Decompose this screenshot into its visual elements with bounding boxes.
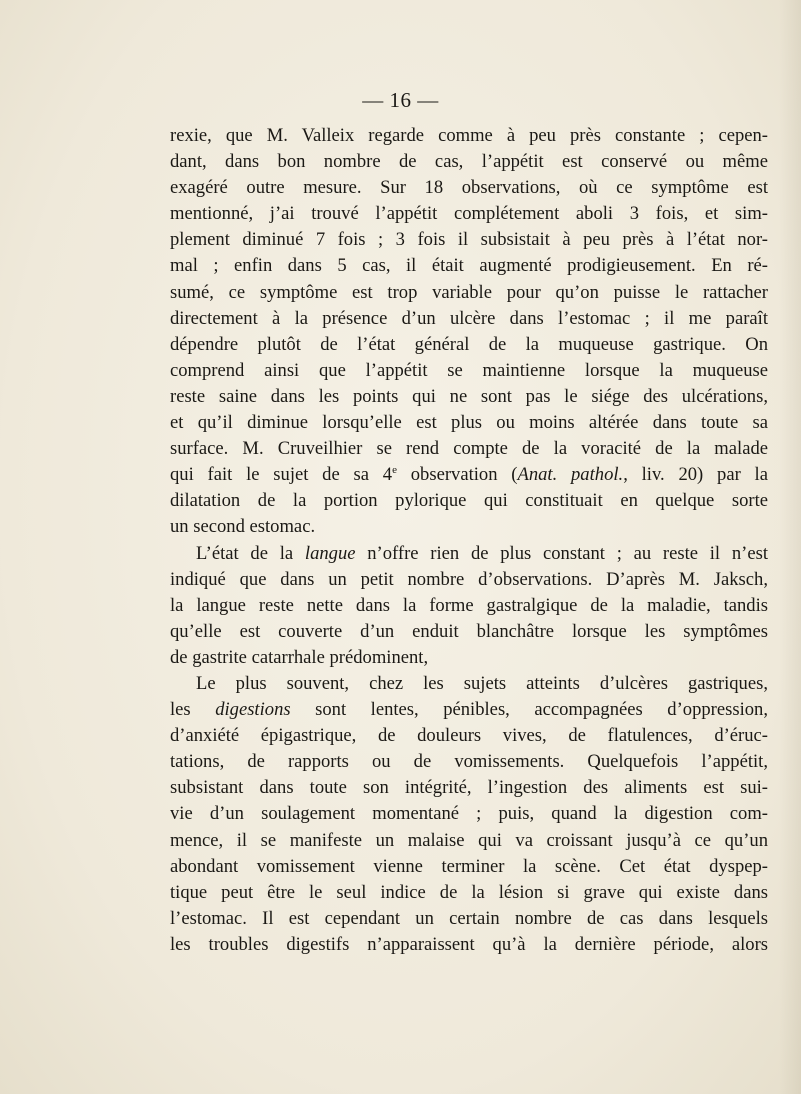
text-line: [170, 932, 768, 958]
text-run: dépendre plutôt de l’état général de la muqueuse gastrique. On: [170, 333, 768, 355]
body-text: [170, 123, 768, 958]
text-line: [170, 514, 768, 540]
text-run: rexie, que M. Valleix regarde comme à peu près constante ; cepen-: [170, 125, 768, 146]
text-run: de gastrite catarrhale prédominent,: [170, 646, 429, 668]
page-number: — 16 —: [362, 88, 439, 112]
text-line: [170, 697, 768, 723]
text-run: exagéré outre mesure. Sur 18 observations, où ce symptôme est: [170, 177, 768, 199]
text-run: tique peut être le seul indice de la lésion si grave qui existe dans: [170, 881, 768, 903]
text-run: , liv. 20) par la: [623, 464, 768, 486]
text-line: [170, 619, 768, 645]
text-run: un second estomac.: [170, 516, 316, 538]
text-line: [170, 828, 768, 854]
text-run: dant, dans bon nombre de cas, l’appétit est conservé ou même: [170, 151, 768, 173]
text-run: subsistant dans toute son intégrité, l’ingestion des aliments est sui-: [170, 777, 768, 799]
italic-text: Anat. pathol.: [517, 464, 624, 486]
superscript-text: e: [392, 464, 397, 477]
italic-text: digestions: [215, 699, 291, 721]
text-line: [170, 384, 768, 410]
text-run: et qu’il diminue lorsqu’elle est plus ou moins altérée dans toute sa: [170, 412, 768, 434]
text-line: [170, 332, 768, 358]
text-run: reste saine dans les points qui ne sont pas le siége des ulcérations,: [170, 385, 768, 407]
text-run: qui fait le sujet de sa 4: [170, 464, 393, 486]
text-line: [170, 723, 768, 749]
text-line: [170, 123, 768, 149]
text-run: dilatation de la portion pylorique qui constituait en quelque sorte: [170, 490, 768, 512]
text-run: vie d’un soulagement momentané ; puis, quand la digestion com-: [170, 803, 768, 825]
text-run: mence, il se manifeste un malaise qui va croissant jusqu’à ce qu’un: [170, 829, 768, 851]
text-line: [170, 227, 768, 253]
text-line: [170, 567, 768, 593]
text-run: n’offre rien de plus constant ; au reste il n’est: [355, 542, 768, 564]
text-line: [170, 775, 768, 801]
text-line: [170, 358, 768, 384]
italic-text: langue: [304, 542, 356, 564]
text-line: [170, 749, 768, 775]
text-run: indiqué que dans un petit nombre d’observations. D’après M. Jaksch,: [170, 568, 768, 590]
text-run: qu’elle est couverte d’un enduit blanchâtre lorsque les symptômes: [170, 620, 768, 642]
text-run: les troubles digestifs n’apparaissent qu’à la dernière période, alors: [170, 933, 768, 955]
text-run: d’anxiété épigastrique, de douleurs vives, de flatulences, d’éruc-: [170, 725, 768, 747]
text-line: [170, 175, 768, 201]
text-run: abondant vomissement vienne terminer la scène. Cet état dyspep-: [170, 855, 768, 877]
text-line: [170, 488, 768, 514]
text-line: [170, 854, 768, 880]
text-run: Le plus souvent, chez les sujets atteints d’ulcères gastriques,: [196, 672, 768, 694]
text-run: sumé, ce symptôme est trop variable pour qu’on puisse le rattacher: [170, 281, 768, 303]
text-run: sont lentes, pénibles, accompagnées d’oppression,: [290, 699, 768, 721]
text-line: [170, 906, 768, 932]
page-edge-shadow: [779, 0, 801, 1094]
text-run: comprend ainsi que l’appétit se maintienne lorsque la muqueuse: [170, 359, 768, 381]
text-line: [170, 671, 768, 697]
text-line: [170, 645, 768, 671]
text-line: [170, 410, 768, 436]
text-line: [170, 880, 768, 906]
text-line: [170, 306, 768, 332]
text-line: [170, 436, 768, 462]
text-line: [170, 149, 768, 175]
text-line: [170, 541, 768, 567]
text-run: observation (: [396, 464, 518, 486]
text-run: mal ; enfin dans 5 cas, il était augmenté prodigieusement. En ré-: [170, 255, 768, 277]
text-run: la langue reste nette dans la forme gastralgique de la maladie, tandis: [170, 594, 768, 616]
text-run: plement diminué 7 fois ; 3 fois il subsistait à peu près à l’état nor-: [170, 229, 768, 251]
text-line: [170, 253, 768, 279]
text-line: [170, 462, 768, 488]
text-run: les: [170, 699, 216, 721]
text-line: [170, 801, 768, 827]
text-run: surface. M. Cruveilhier se rend compte de la voracité de la malade: [170, 438, 768, 460]
text-run: L’état de la: [196, 542, 305, 564]
text-run: l’estomac. Il est cependant un certain nombre de cas dans lesquels: [170, 907, 768, 929]
text-line: [170, 201, 768, 227]
text-run: directement à la présence d’un ulcère dans l’estomac ; il me paraît: [170, 307, 768, 329]
text-line: [170, 280, 768, 306]
text-run: tations, de rapports ou de vomissements. Quelquefois l’appétit,: [170, 751, 768, 773]
text-line: [170, 593, 768, 619]
text-run: mentionné, j’ai trouvé l’appétit complétement aboli 3 fois, et sim-: [170, 203, 768, 225]
